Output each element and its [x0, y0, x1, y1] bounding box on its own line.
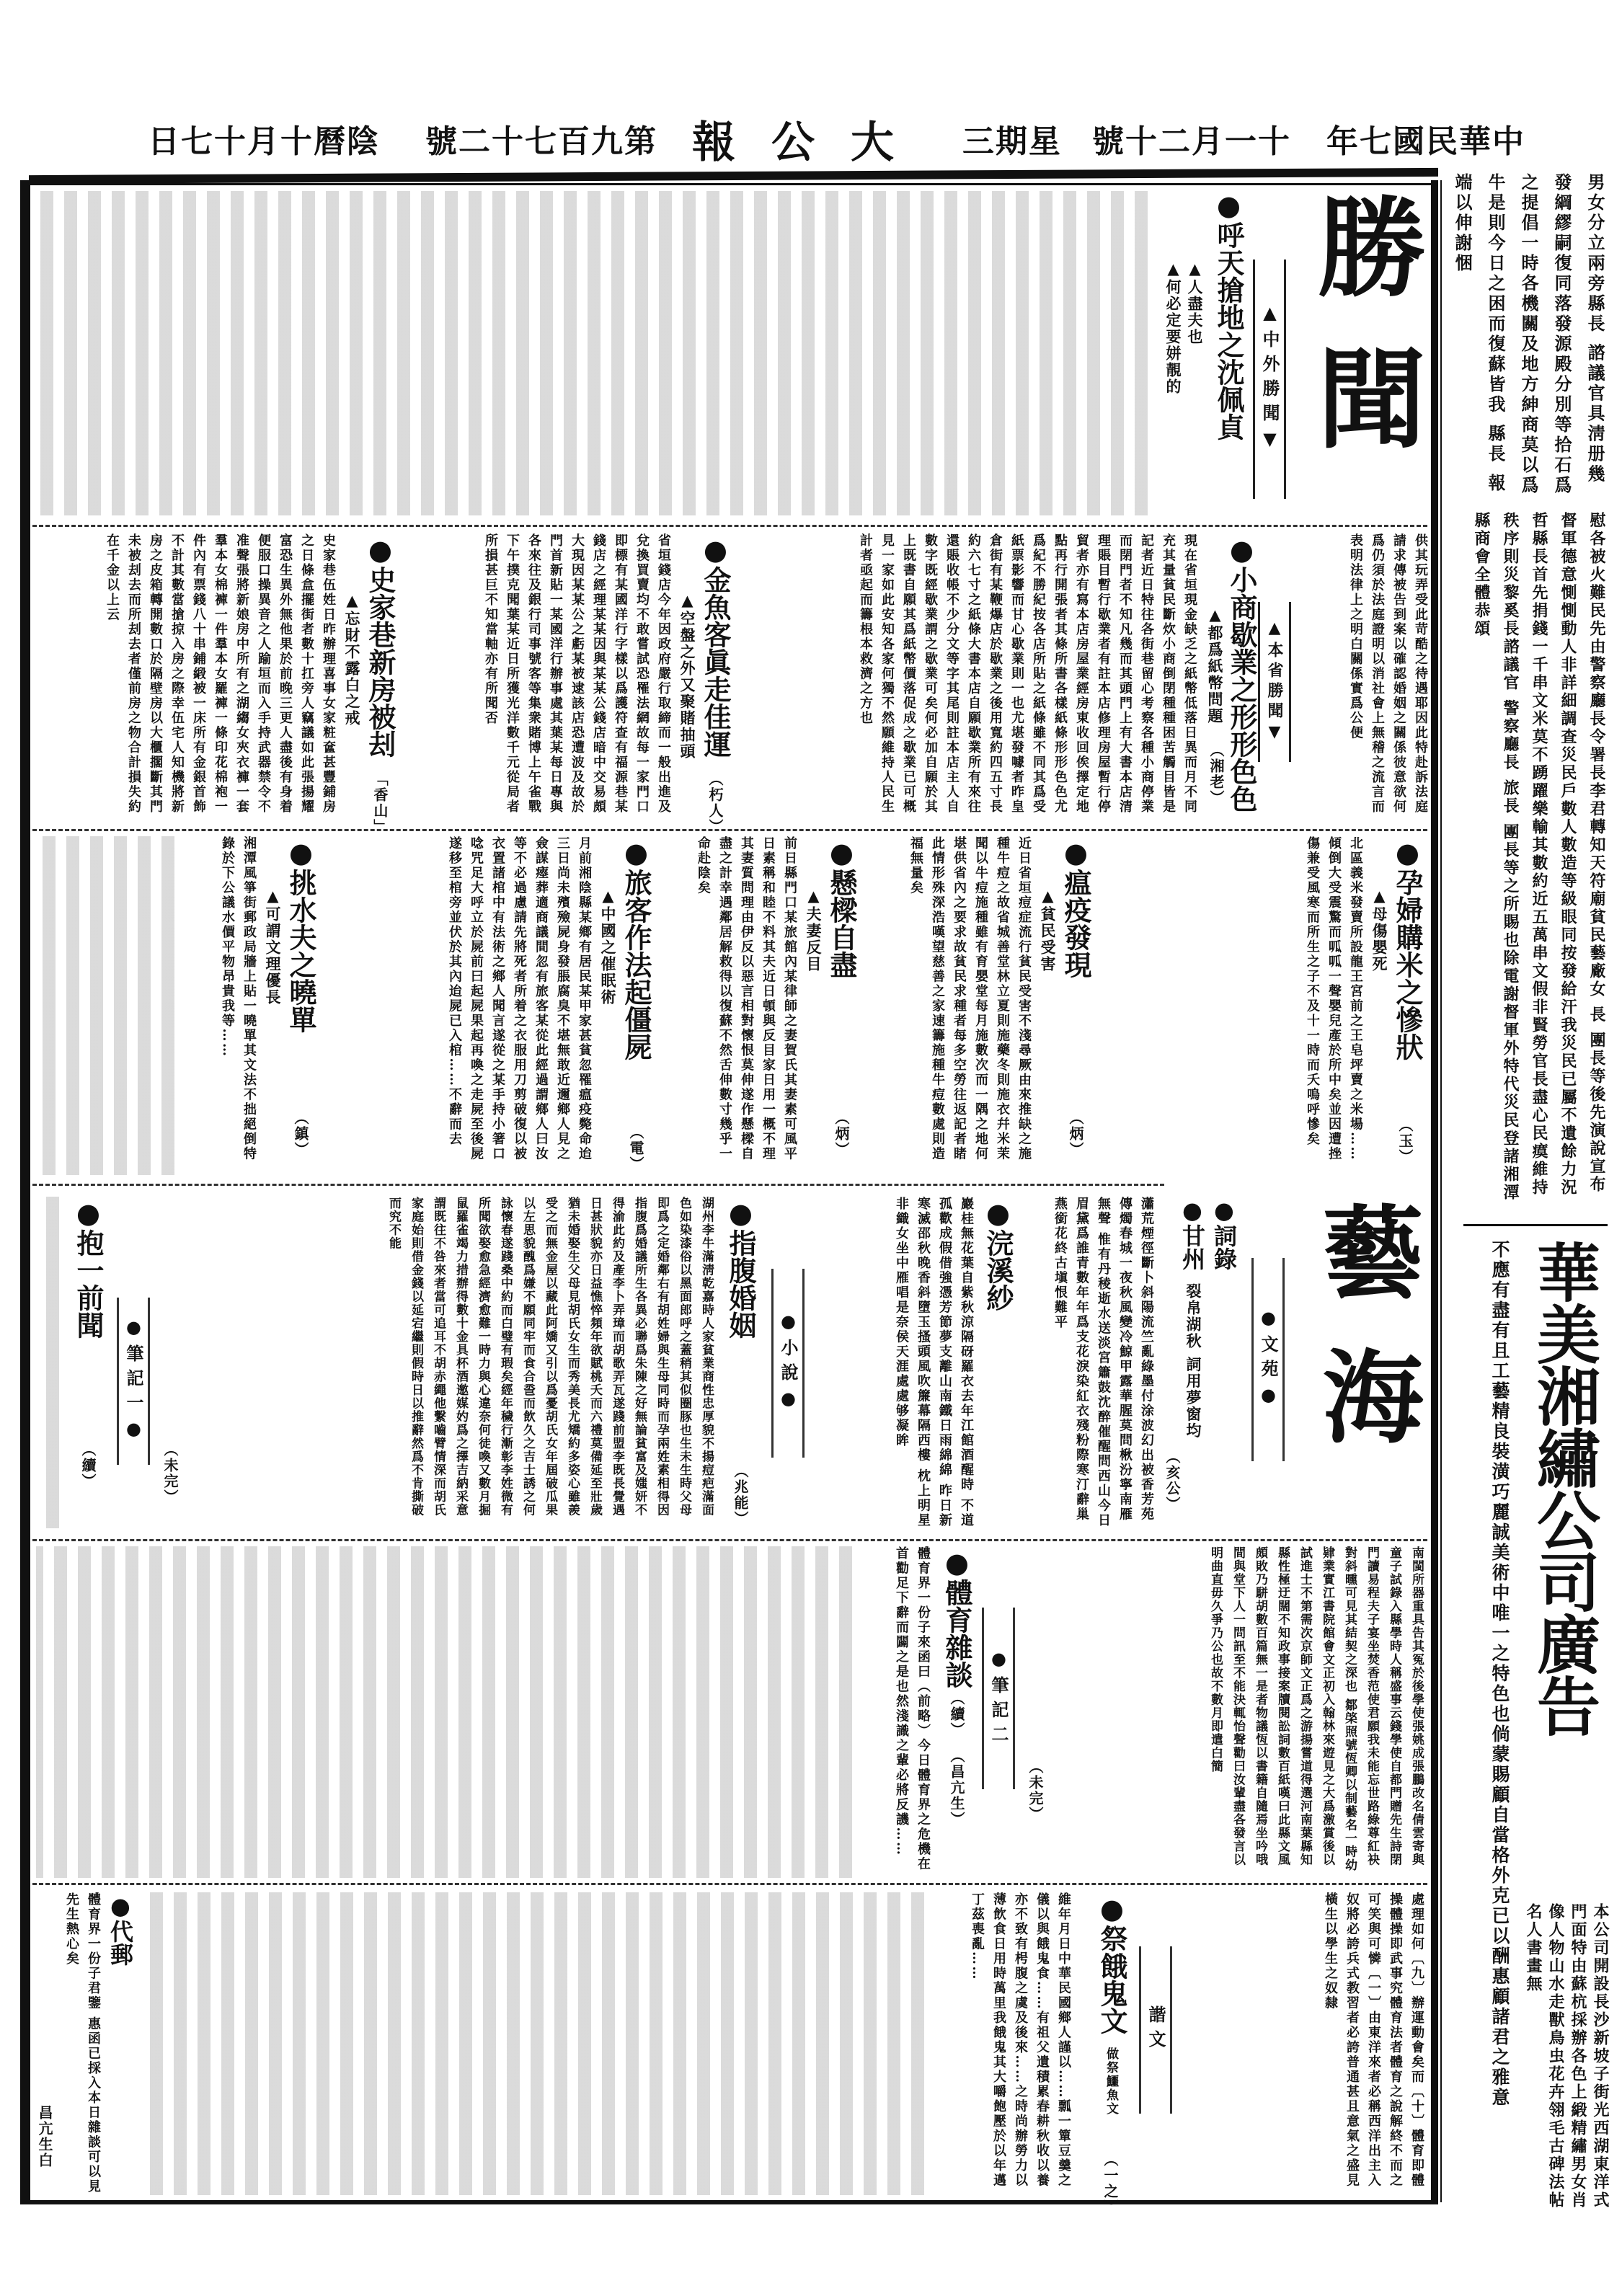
byline: （朽人）	[706, 771, 724, 835]
tiyu-continuation: 處理如何〔九〕辦運動會矣而〔十〕體育即體操體操即武事究體育法者體育之說解終不而之可笑與可憐〔一〕由東洋來者必稱西洋出主入奴將必誇兵式教習者必誇普通甚且意氣之盛見橫生以學生之奴隸	[1323, 1892, 1424, 2188]
poem-body-ganzhou: 瀟荒煙徑斷卜斜陽流竺亂綠墨付涂波幻出被香芳苑傳燭春城一夜秋風變冷鯨甲露華腥莫問楸汾寧南雁無聲 惟有丹稜逝水送淡宮簫鼓沈醉催醒問西山今日眉黛爲誰青數年年爲支花淚染紅衣殘粉際寒汀辭巢燕銜花終古塡恨難平	[1052, 1197, 1154, 1528]
bullet-icon: ●	[941, 1546, 973, 1579]
headline-text: 詞錄	[1210, 1224, 1238, 1270]
headline-lvke	[620, 836, 652, 1060]
label-text: 諧文	[1145, 2005, 1166, 2055]
headline-baoyi	[72, 1197, 104, 1339]
republic-year: 中華民國七年	[1326, 123, 1525, 160]
label-text: 文苑	[1258, 1335, 1279, 1384]
label-text: 中外勝聞	[1259, 330, 1280, 428]
bullet-icon: ●	[1213, 189, 1245, 221]
article-body-lvke: 月前湘陰縣某鄉有居民某甲家甚貧忽罹瘟疫斃命迨三日尚未殯殮屍身發脹腐臭不堪無敢近邇鄉人見之僉謀瘞葬適商議間忽有旅客某從此經過謂鄉人曰汝等不必過慮請先將死者所着之衣服用刀剪破復以被衣置諸棺中有法術之鄉人聞言遂從之某手持小箸口唸咒足大呼立於屍前曰起屍果起再喚之走屍至後屍遂移至棺旁並伏於其內迨屍已入棺……不辭而去	[447, 836, 592, 1161]
triangle-up-icon: ▲	[1259, 302, 1280, 330]
row-divider	[32, 1883, 1427, 1885]
headline-text: 金魚客眞走佳運	[699, 566, 732, 758]
byline: （兆能）	[732, 1463, 749, 1527]
headline-tiaoshui	[285, 836, 316, 1033]
bottom-border	[20, 2200, 1438, 2204]
section-label-zhongwai	[1253, 260, 1286, 499]
row-divider	[32, 829, 1427, 831]
article-body-tiyu: 體育界一份子來函曰（前略）今日體育界之危機在首勸足下辭而闢之是也然淺識之輩必將反譏……	[894, 1546, 931, 1871]
subhead: ▲貧民受害	[1039, 887, 1057, 972]
bullet-icon: ●	[123, 1316, 144, 1344]
poem-subtitle: 裂帛湖秋 詞用夢窗均	[1184, 1283, 1202, 1440]
left-border	[20, 180, 30, 2202]
bullet-icon: ●	[620, 836, 652, 869]
notice-sign: 昌亢生白	[36, 2105, 53, 2168]
byline: （玉）	[1396, 1117, 1414, 1165]
headline-text: 甘州	[1179, 1224, 1206, 1270]
byline: （續）	[79, 1442, 97, 1489]
bullet-icon: ●	[285, 836, 317, 869]
label-text: 筆記二	[988, 1675, 1009, 1750]
bullet-icon: ●	[107, 1892, 134, 1920]
headline-huanxisha	[982, 1197, 1014, 1311]
thanks-notice-top: 男女分立兩旁縣長 諮議官具淸册幾發綱繆嗣復同落發源殿分別等拾石爲之提倡一時各機關及地方紳商莫以爲牛是則今日之困而復蘇皆我 縣長 報端以伸謝悃	[1452, 173, 1605, 496]
subhead: ▲何必定要姘靚的	[1164, 260, 1182, 395]
article-body-illegible	[141, 1892, 930, 2195]
row-divider	[32, 1539, 1427, 1541]
row-divider	[32, 1184, 1164, 1186]
notice-body: 體育界一份子君鑒 惠函已採入本日雜談可以見先生熱心矣	[64, 1892, 101, 2194]
lunar-date: 陰曆十月十七日	[148, 123, 380, 160]
bullet-icon: ●	[699, 533, 732, 566]
section-title-shengwen: 勝聞	[1299, 191, 1426, 494]
subhead: ▲可謂文理優長	[264, 887, 282, 1006]
byline: （鎮）	[292, 1110, 309, 1158]
newspaper-title: 大公報	[692, 118, 930, 168]
byline: （一之）	[1102, 2152, 1119, 2215]
right-border-thin	[1440, 180, 1442, 2202]
byline: （續）	[948, 1690, 965, 1738]
section-label-wenyuan	[1251, 1258, 1285, 1461]
subhead: ▲人盡夫也	[1186, 260, 1204, 345]
headline-wenyi	[1060, 836, 1091, 978]
section-label-local	[1258, 602, 1291, 762]
headline-tiyu	[941, 1546, 972, 1688]
section-title-yihai: 藝海	[1306, 1200, 1424, 1489]
headline-ganzhou	[1179, 1197, 1205, 1270]
headline-cilu	[1211, 1197, 1237, 1270]
article-body-illegible	[36, 1197, 65, 1528]
subhead: ▲夫妻反目	[805, 887, 823, 972]
bullet-icon: ●	[982, 1197, 1014, 1229]
bullet-icon: ●	[1226, 533, 1258, 566]
bullet-icon: ●	[1391, 836, 1424, 869]
section-label-xiaoshuo	[771, 1269, 805, 1458]
bullet-icon: ●	[1258, 1307, 1279, 1335]
bullet-icon: ●	[1096, 1892, 1128, 1925]
bullet-icon: ●	[1210, 1197, 1238, 1224]
strip-divider	[1463, 1224, 1608, 1226]
byline: （亥公）	[1164, 1449, 1181, 1512]
poem-body-huanxisha: 巖桂無花葉自紫秋涼隔砑羅衣去年江館酒醒時 不道孤歡成假借強憑芳節夢支離山南鐵日雨綿綿 昨日新寒滅邵秋晚香斜墮玉搔頭風吹簾幕隔西樓 枕上明星非織女坐中雁唱是奈侯天涯處處够凝眸	[894, 1197, 974, 1528]
article-body-xuanliang: 前日縣門口某旅館內某律師之妻賀氏其妻素可風平日素稱和睦不料其夫近日頓與反目家日用一概不理其妻質問理由伊反以惡言相對懷恨莫伸遂作懸樑自盡之計幸遇鄰居解救得以復蘇不然舌伸數寸幾乎一命赴陰矣	[696, 836, 797, 1161]
ad-slogan: 不應有盡有且工藝精良裝潢巧麗誠美術中唯一之特色也倘蒙賜顧自當格外克已以酬惠顧諸君之雅意	[1489, 1240, 1510, 2108]
bullet-icon: ●	[1179, 1197, 1206, 1224]
issue-number: 第九百七十二號	[425, 123, 657, 160]
byline: （電）	[627, 1125, 644, 1172]
headline-zhifu	[724, 1197, 756, 1339]
triangle-up-icon: ▲	[1265, 619, 1284, 642]
section-label-biji1	[117, 1298, 150, 1465]
article-body-yunfu: 北區義米發賣所設龍王宮前之王皂坪賣之米場……傾倒大受震驚而呱呱一聲嬰兒產於所中矣並因遭挫傷兼受風寒而所生之子不及十一時而夭嗚呼慘矣	[1305, 836, 1363, 1161]
article-body-illegible	[36, 191, 1153, 515]
article-body-tiaoshui: 湘潭風箏街郵政局牆上貼一曉單其文法不拙絕倒特錄於下公議水價平物昂貴我等……	[220, 836, 257, 1161]
label-text: 本省勝聞	[1265, 642, 1284, 722]
bullet-icon: ●	[724, 1197, 757, 1229]
bullet-icon: ●	[123, 1418, 144, 1446]
headline-text: 懸樑自盡	[825, 869, 858, 978]
byline: 「香山」	[371, 771, 389, 835]
subtitle: 做祭鱷魚文	[1104, 2047, 1118, 2116]
headline-text: 旅客作法起僵屍	[620, 869, 652, 1060]
article-body-illegible	[36, 1546, 858, 1878]
headline-text: 指腹婚姻	[724, 1229, 757, 1339]
label-text: 小說	[778, 1339, 799, 1388]
label-text: 筆記一	[123, 1344, 144, 1418]
author: （昌亢生）	[948, 1748, 965, 1827]
header-rule	[29, 168, 1438, 184]
headline-text: 孕婦購米之慘狀	[1391, 869, 1424, 1060]
section-label-biji2	[982, 1608, 1015, 1789]
bullet-icon: ●	[364, 533, 396, 566]
thanks-notice-bottom: 慰各被火難民先由警察廳長令署長李君轉知天符廟貧民藝廠女 長 團長等後先演說宣布 督軍德意惻惻動人非詳細調查災民戶數人數造等級眼同按發給汗我災民已屬不遺餘力況 哲縣長首先捐錢一千串文米莫不踴躍樂輸其數約近五萬串文假非賢勞官長盡心民瘼維持秩序則災黎奚長諮議官 警察廳長 旅長 團長等之所賜也除電謝督軍外特代災民登諸湘潭縣商會全體恭頌	[1472, 512, 1606, 1202]
to-be-continued: （未完）	[161, 1442, 179, 1505]
section-label-xiewen	[1139, 1946, 1172, 2114]
headline-text: 史家巷新房被刦	[364, 566, 396, 758]
headline-text: 小商歇業之形形色色	[1226, 566, 1258, 812]
headline-shen-peizhen	[1213, 189, 1244, 440]
article-body-jiegui: 維年月日中華民國鄉人謹以……瓢一簞豆羹之儀以與餓鬼食……有祖父遺積累春耕秋收以養亦不致有枵腹之虞及後來……之時尚辦勞力以薄飲食日用時萬里我餓鬼其大嚼飽壓於以年邁丁茲喪亂……	[970, 1892, 1071, 2188]
subhead: ▲空盤之外又聚賭抽頭	[678, 591, 696, 760]
headline-yunfu	[1391, 836, 1423, 1060]
byline: （炳）	[1067, 1110, 1084, 1158]
to-be-continued: （未完）	[1027, 1759, 1044, 1822]
right-border	[1431, 180, 1438, 2202]
subhead: ▲中國之催眠術	[599, 887, 617, 1006]
subhead: ▲母傷嬰死	[1370, 887, 1388, 972]
headline-text: 祭餓鬼文	[1096, 1925, 1128, 2034]
byline: （湘老）	[1207, 743, 1225, 806]
ad-body: 本公司開設長沙新坡子街光西湖東洋式門面特由蘇杭採辦各色上緞精繡男女肖像人物山水走獸鳥虫花卉翎毛古碑法帖名人書畫無	[1524, 1903, 1610, 2209]
bullet-icon: ●	[825, 836, 858, 869]
headline-text: 體育雜談	[941, 1579, 973, 1688]
headline-text: 瘟疫發現	[1060, 869, 1092, 978]
article-body-illegible	[36, 836, 180, 1175]
triangle-down-icon: ▼	[1259, 428, 1280, 456]
article-body-xiaoshang: 現在省垣現金缺乏之紙幣低落日異而月不同充其量貧民斷炊小商倒閉種種困苦觸目皆是記者近日特往各街巷留心考察各種小商停業而閉門者不知凡幾而其頭門上有大書本店清理賬目暫行歇業者有註本店修理房屋暫行停貿者亦有寫本店房屋業經房東收回俟擇定地點再行開張者其條所書各樣紙條形形色色尤爲紀不勝紀按各店所貼之紙條雖不同其爲受紙票影響而甘心歇業則一也尤堪發噱者昨皇倉街有某鞭爆店於歇業之後用寬約四五寸長約六七寸之紙條大書本店自願歇業所有來往還賬收帳不少分文等字其尾則註本店主人自數字既經歇業謂之歇業可矣何必加自願於其上既書自願其爲紙幣價落促成之歇業已可概見一家如此安知各家何獨不然願維持人民生計者亟起而籌根本救濟之方也	[858, 533, 1197, 815]
header-rule-thin	[29, 183, 1438, 185]
bullet-icon: ●	[1258, 1384, 1279, 1412]
biji2-body: 南閩所器重具告其冤於後學使張姚成張鵬改名倩雲寄與童子試錄入縣學時人稱盛事云錢學使自都門贈先生詩閉門讀易程夫子宴坐焚香范使君願我未能忘世路綠尊紅袂對斜曛可見其結契之深也 鄒棨照號恆卿以制藝名一時幼肄業實江書院館會文正初入翰林來遊見之大爲激賞後以試進士不第需次京師文正爲之游揚嘗道得選河南葉縣知縣性極迂闊不知政事接案牘閱訟詞數百紙嘆曰此縣文風頗敗乃駢胡數百篇無一是者物議恆以書籍自隨焉坐吟哦間與堂下人一問訊至不能決輒怡聲勸曰汝輩盡各發言以明曲直毋久爭乃公也故不數月即遣白簡	[1208, 1546, 1424, 1872]
headline-text: 浣溪紗	[982, 1229, 1014, 1311]
headline-jinyu	[699, 533, 731, 758]
ad-title: 華美湘繡公司廣告	[1527, 1240, 1602, 1736]
article-body-wenyi: 近日省垣痘症流行貧民受害不淺尋厥由來推缺之施種牛痘之故省城善堂林立夏則施藥冬則施衣幷米茉聞以牛痘施種雖有育嬰堂每月施數次而一隅之地何堪供省內之要求故貧民求種者每多空勞往返記者睹此情形殊深浩嘆望慈善之家速籌施種牛痘數處則造福無量矣	[908, 836, 1032, 1161]
bullet-icon: ●	[778, 1311, 799, 1339]
triangle-down-icon: ▼	[1265, 722, 1284, 745]
headline-jiegui	[1096, 1892, 1127, 2034]
bullet-icon: ●	[1060, 836, 1092, 869]
headline-shijia	[364, 533, 396, 758]
headline-text: 挑水夫之曉單	[285, 869, 317, 1033]
byline: （炳）	[833, 1110, 850, 1158]
article-continuation: 供其玩弄受此苛酷之待遇耶因此特赴訴法庭請求傳被告到案以確認婚姻之關係彼意欲何爲仍須於法庭證明以消社會上無稽之流言而表明法律上之明白關係實爲公便	[1348, 533, 1428, 815]
row-divider	[32, 525, 1427, 527]
subhead: ▲都爲紙幣問題	[1206, 606, 1224, 724]
article-body-shijia: 史家巷伍姓日昨辦理喜事女家粧奩甚豐鋪房之日條盒擺街者數十扛旁人竊議如此張揚耀富恐生異外無他果於前晚三更人盡後有身着便服口操異音之人踰垣而入手持武器禁令不准聲張將新娘房中所有之湖縐女夾衣褲一套羣本女棉褲一件羣本女羅褲一條印花棉袍一件內有票錢八十串鋪緞被一床所有金銀首飾不計其數當搶掠入房之際幸伍宅人知機將新房之皮箱轉開數口於隔壁房以大櫃擱斷其門未被刦去而所刦去者僅前房之物合計損失約在千金以上云	[105, 533, 336, 815]
bullet-icon: ●	[778, 1388, 799, 1416]
subhead: ▲忘財不露白之戒	[343, 591, 361, 727]
headline-text: 呼天搶地之沈佩貞	[1213, 221, 1245, 440]
headline-text: 代郵	[107, 1920, 134, 1966]
weekday: 星期三	[962, 123, 1062, 160]
headline-xuanliang	[825, 836, 857, 978]
issue-date: 十一月二十號	[1092, 123, 1291, 160]
novel-body: 湖州李牛滿淸乾嘉時人家貧業商性忠厚貌不揚痘疤滿面色如染漆俗以黑面郎呼之蓋稍其似圈豚也生未生時父母即爲之定婚鄰右有胡姓婦與生母同時而孕兩姓素相得因指腹爲婚議所生各異必聯爲朱陳之好無論貧富及媸妍不得渝此約及產李卜弄璋而胡歌弄瓦遂踐前盟李既長覺遇日甚狀貌亦日益憔悴頻年欲賦桃夭而六禮莫備延至壯歲猶未婚娶生父母見胡氏女生而秀美長尤矯約多姿心雖羨受之而無金屋以藏此阿嬌又引以爲憂胡氏女年屆破瓜果以左思貌醜爲嫌不願同牢而食合巹而飲久之吉士誘之何詠懷春遂踐桑中約而白璧有瑕矣經年穢行漸彰李姓微有所聞欲娶愈急經濟愈難一時力與心違奈何徒喚又數月掘鼠羅雀竭力措辦得數十金具杯酒邀媒妁爲之擇吉納采意謂既往不咎來者當可追耳不胡赤繩他繫嚙臂情深而胡氏家庭始則借金錢以延宕繼則假時日以推辭然爲不肯撕破而究不能	[386, 1197, 714, 1517]
article-body-jinyu: 省垣錢店今年因政府嚴行取締而一般出進及兌換買賣均不敢嘗試恐罹法網故每一家門口即標有某國洋行字樣以爲護符查有福源巷某錢店之經理某某因與某某公錢店暗中交易頗大現因某某公之虧某被逮該店恐遭波及故於門首新貼一某國洋行辦事處其葉某每日專與各來往及銀行司事號客等集衆賭博上午雀戰下午撲克聞葉某近日所獲光洋數千元從局者所損甚巨不知當軸亦有所聞否	[483, 533, 671, 815]
bullet-icon: ●	[72, 1197, 105, 1229]
bullet-icon: ●	[988, 1647, 1009, 1676]
headline-xiaoshang	[1226, 533, 1257, 812]
headline-daiyou	[107, 1892, 134, 1966]
headline-text: 抱一前聞	[72, 1229, 105, 1339]
